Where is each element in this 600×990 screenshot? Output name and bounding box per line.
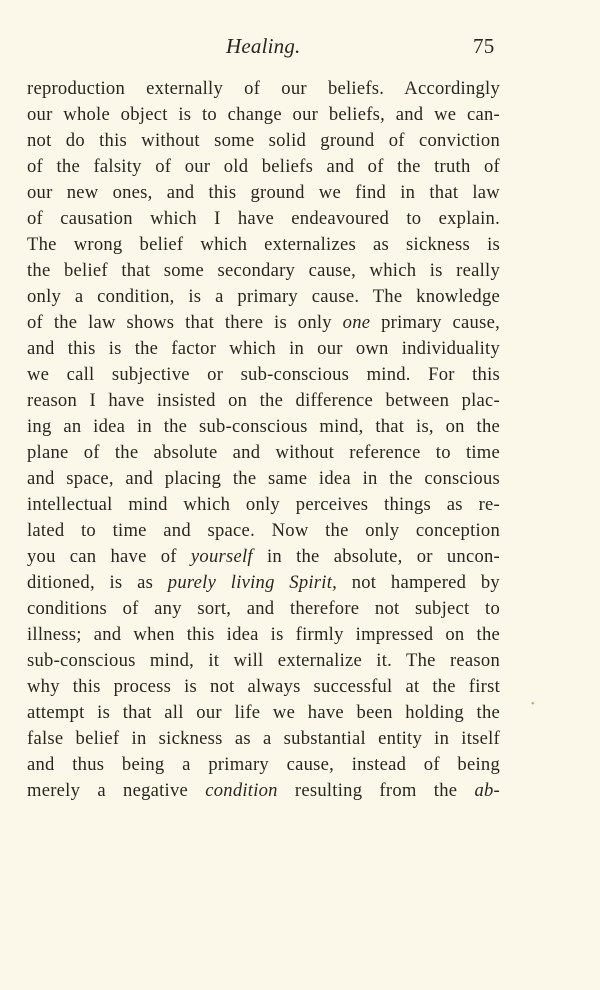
running-head (0, 30, 600, 60)
text-segment: conditions of any sort, and therefore not subject to (27, 598, 500, 619)
text-line (27, 570, 500, 596)
text-segment: false belief in sickness as a substantial entity in itself (27, 728, 500, 749)
text-line (27, 310, 500, 336)
text-segment: ing an idea in the sub-conscious mind, that is, on the (27, 416, 500, 437)
text-segment: sub-conscious mind, it will externalize it. The reason (27, 650, 500, 671)
italic-text: yourself (190, 546, 253, 567)
text-segment: illness; and when this idea is firmly impressed on the (27, 624, 500, 645)
text-segment: resulting from the (277, 780, 475, 801)
text-segment: you can have of (27, 546, 191, 567)
text-segment: merely a negative (27, 780, 206, 801)
text-segment: reason I have insisted on the difference between plac- (27, 390, 500, 411)
italic-text: one (342, 312, 371, 333)
text-segment: attempt is that all our life we have been holding the (27, 702, 500, 723)
text-line (27, 284, 500, 310)
margin-mark: • (531, 699, 535, 710)
text-segment: and thus being a primary cause, instead of being (27, 754, 500, 775)
text-segment: why this process is not always successful at the first (27, 676, 500, 697)
text-segment: of causation which I have endeavoured to explain. (27, 208, 500, 229)
text-line (27, 76, 500, 102)
text-segment: and this is the factor which in our own individuality (27, 338, 500, 359)
text-line (27, 778, 500, 804)
text-line (27, 232, 500, 258)
text-segment: our whole object is to change our beliefs, and we can- (27, 104, 500, 125)
text-line (27, 544, 500, 570)
text-segment: The wrong belief which externalizes as sickness is (27, 234, 500, 255)
text-line (27, 362, 500, 388)
text-segment: intellectual mind which only perceives things as re- (27, 494, 500, 515)
text-segment: not do this without some solid ground of conviction (27, 130, 500, 151)
text-line (27, 388, 500, 414)
text-segment: we call subjective or sub-conscious mind. For this (27, 364, 500, 385)
text-line (27, 206, 500, 232)
text-segment: of the falsity of our old beliefs and of the truth of (27, 156, 500, 177)
italic-text: ab- (474, 780, 500, 801)
text-segment: only a condition, is a primary cause. The knowledge (27, 286, 500, 307)
text-segment: in the absolute, or uncon- (252, 546, 501, 567)
body-text (27, 76, 500, 804)
text-line (27, 128, 500, 154)
chapter-title: Healing. (226, 34, 301, 58)
text-segment: plane of the absolute and without reference to time (27, 442, 500, 463)
text-line (27, 102, 500, 128)
text-line (27, 648, 500, 674)
text-segment: our new ones, and this ground we find in that law (27, 182, 500, 203)
text-line (27, 622, 500, 648)
text-line (27, 518, 500, 544)
text-line (27, 700, 500, 726)
text-line (27, 492, 500, 518)
text-line (27, 674, 500, 700)
text-segment: primary cause, (370, 312, 500, 333)
text-segment: reproduction externally of our beliefs. Accordingly (27, 78, 500, 99)
text-segment: not hampered by (337, 572, 500, 593)
italic-text: condition (205, 780, 278, 801)
text-segment: of the law shows that there is only (27, 312, 343, 333)
text-segment: ditioned, is as (27, 572, 168, 593)
italic-text: purely living Spirit, (167, 572, 338, 593)
text-line (27, 258, 500, 284)
text-line (27, 466, 500, 492)
text-segment: lated to time and space. Now the only conception (27, 520, 500, 541)
text-segment: the belief that some secondary cause, which is really (27, 260, 500, 281)
text-line (27, 414, 500, 440)
page-number: 75 (473, 34, 495, 58)
text-line (27, 752, 500, 778)
text-line (27, 726, 500, 752)
text-segment: and space, and placing the same idea in the conscious (27, 468, 500, 489)
text-line (27, 180, 500, 206)
text-line (27, 440, 500, 466)
text-line (27, 336, 500, 362)
text-line (27, 154, 500, 180)
text-line (27, 596, 500, 622)
